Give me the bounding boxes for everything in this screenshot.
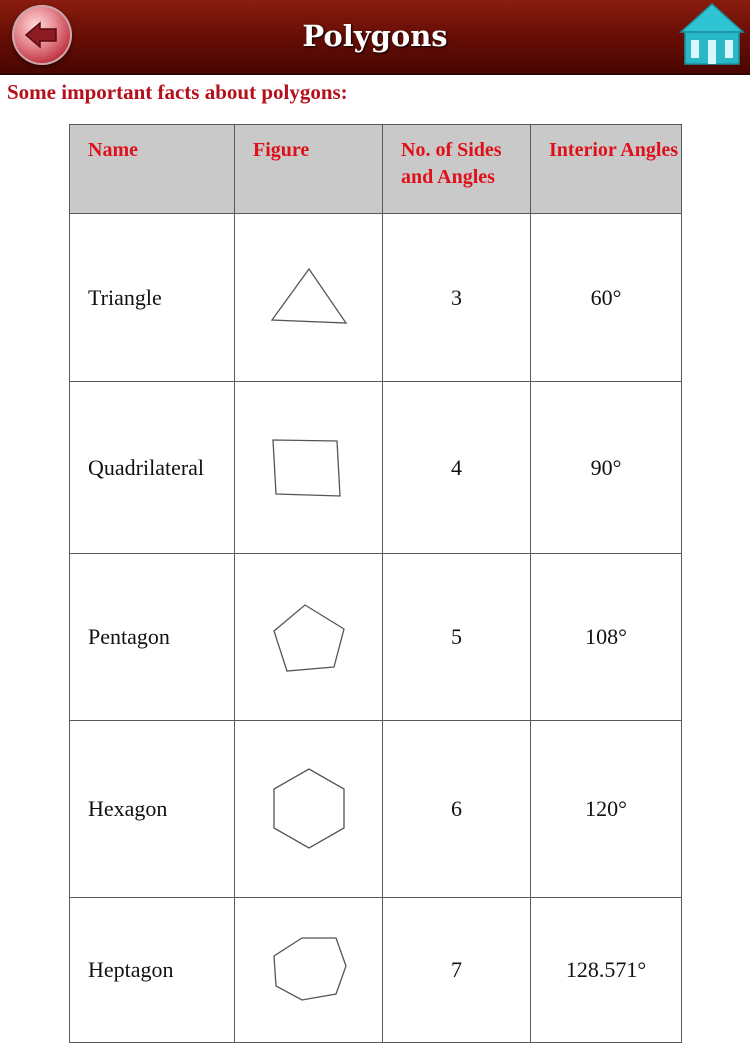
column-header-name: Name bbox=[70, 125, 235, 214]
polygon-figure bbox=[235, 554, 383, 721]
table-header-row bbox=[70, 125, 682, 214]
table-row bbox=[70, 721, 682, 898]
quadrilateral-icon bbox=[264, 433, 354, 503]
back-button[interactable] bbox=[12, 5, 72, 65]
home-button[interactable] bbox=[679, 2, 745, 68]
table-row bbox=[70, 898, 682, 1043]
column-header-sides: No. of Sides and Angles bbox=[383, 125, 531, 214]
section-subtitle: Some important facts about polygons: bbox=[7, 80, 348, 104]
table-row bbox=[70, 214, 682, 382]
polygon-name: Hexagon bbox=[70, 721, 235, 898]
triangle-icon bbox=[264, 263, 354, 333]
polygon-figure bbox=[235, 382, 383, 554]
hexagon-icon bbox=[264, 764, 354, 854]
polygon-name: Triangle bbox=[70, 214, 235, 382]
sides-count: 3 bbox=[383, 214, 531, 382]
pentagon-icon bbox=[264, 597, 354, 677]
sides-count: 7 bbox=[383, 898, 531, 1043]
table-row bbox=[70, 554, 682, 721]
sides-count: 6 bbox=[383, 721, 531, 898]
interior-angle: 120° bbox=[531, 721, 682, 898]
polygon-name: Quadrilateral bbox=[70, 382, 235, 554]
sides-count: 4 bbox=[383, 382, 531, 554]
polygon-facts-table bbox=[69, 124, 682, 1043]
polygon-name: Pentagon bbox=[70, 554, 235, 721]
column-header-angles: Interior Angles bbox=[531, 125, 682, 214]
heptagon-icon bbox=[264, 930, 354, 1010]
table-row bbox=[70, 382, 682, 554]
polygon-figure bbox=[235, 721, 383, 898]
interior-angle: 128.571° bbox=[531, 898, 682, 1043]
polygon-figure bbox=[235, 898, 383, 1043]
polygon-name: Heptagon bbox=[70, 898, 235, 1043]
interior-angle: 108° bbox=[531, 554, 682, 721]
interior-angle: 60° bbox=[531, 214, 682, 382]
back-arrow-icon bbox=[22, 15, 62, 55]
interior-angle: 90° bbox=[531, 382, 682, 554]
sides-count: 5 bbox=[383, 554, 531, 721]
home-icon bbox=[679, 2, 745, 68]
polygon-figure bbox=[235, 214, 383, 382]
page-title: Polygons bbox=[302, 19, 448, 53]
column-header-figure: Figure bbox=[235, 125, 383, 214]
